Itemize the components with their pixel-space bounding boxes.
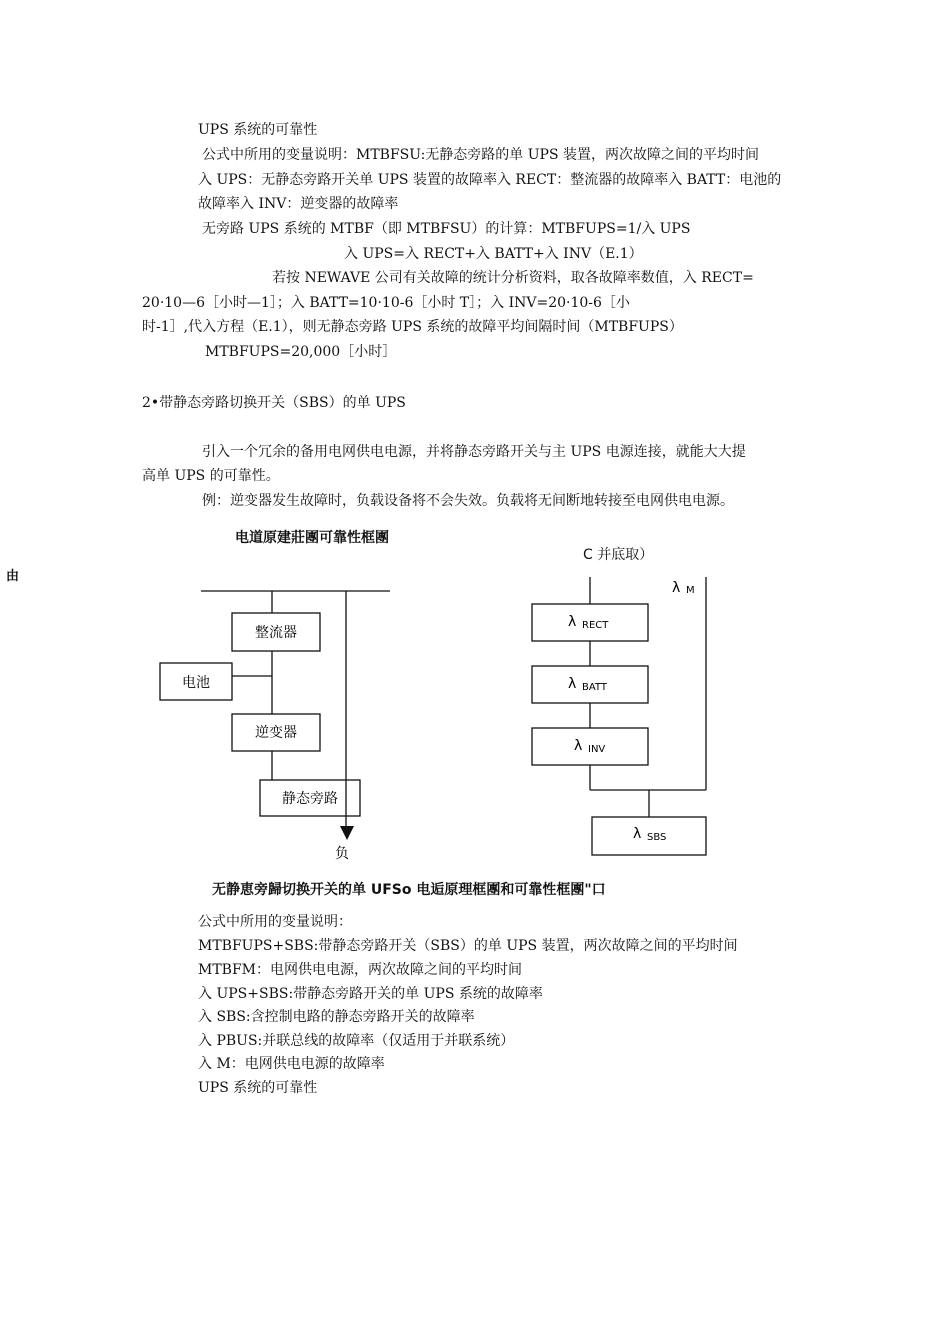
figure-caption: 无静恵旁歸切换开关的单 UFSo 电逅原理框團和可靠性框團"口 bbox=[212, 882, 606, 898]
output-arrow-icon bbox=[340, 826, 354, 840]
bottom-line-5: 入 SBS:含控制电路的静态旁路开关的故障率 bbox=[198, 1009, 475, 1025]
newave-line-3: 时-1］,代入方程（E.1），则无静态旁路 UPS 系统的故障平均间隔时间（MTBFUPS） bbox=[142, 319, 683, 335]
bottom-line-3: MTBFM：电网供电电源，两次故障之间的平均时间 bbox=[198, 962, 523, 978]
equation-e1: 入 UPS=入 RECT+入 BATT+入 INV（E.1） bbox=[344, 246, 643, 262]
mtbf-calc-line: 无旁路 UPS 系统的 MTBF（即 MTBFSU）的计算：MTBFUPS=1/入 UPS bbox=[202, 221, 691, 237]
mtbf-result: MTBFUPS=20,000［小时］ bbox=[205, 344, 397, 360]
output-label: 负 bbox=[335, 846, 349, 862]
bottom-line-4: 入 UPS+SBS:带静态旁路开关的单 UPS 系统的故障率 bbox=[198, 986, 543, 1002]
variables-line-3: 故障率入 INV：逆变器的故障率 bbox=[198, 196, 399, 212]
lambda-m-symbol: λ bbox=[672, 580, 681, 596]
lambda-rect-symbol: λ bbox=[568, 614, 577, 630]
right-diagram-title: C 并底取） bbox=[583, 547, 654, 563]
margin-mark: 由 bbox=[6, 569, 20, 584]
bottom-line-2: MTBFUPS+SBS:带静态旁路开关（SBS）的单 UPS 装置，两次故障之间的平均时间 bbox=[198, 938, 738, 954]
variables-line-2: 入 UPS：无静态旁路开关单 UPS 装置的故障率入 RECT：整流器的故障率入 BATT：电池的 bbox=[198, 172, 782, 188]
lambda-m-subscript: M bbox=[686, 585, 695, 596]
paragraph-1-line-1: 引入一个冗余的备用电网供电电源，并将静态旁路开关与主 UPS 电源连接，就能大大提 bbox=[202, 444, 746, 460]
lambda-sbs-subscript: SBS bbox=[647, 832, 667, 843]
static-bypass-label: 静态旁路 bbox=[282, 791, 338, 807]
section-2-title: 2•带静态旁路切换开关（SBS）的单 UPS bbox=[142, 395, 406, 411]
lambda-rect-subscript: RECT bbox=[582, 620, 609, 631]
lambda-batt-subscript: BATT bbox=[582, 682, 607, 693]
lambda-inv-symbol: λ bbox=[574, 738, 583, 754]
newave-line-2: 20·10—6［小时—1］；入 BATT=10·10-6［小时 T］；入 INV=20·10-6［小 bbox=[142, 295, 630, 311]
newave-line-1: 若按 NEWAVE 公司有关故障的统计分析资料，取各故障率数值，入 RECT= bbox=[272, 270, 754, 286]
section-heading: UPS 系统的可靠性 bbox=[198, 122, 318, 138]
lambda-sbs-symbol: λ bbox=[633, 826, 642, 842]
paragraph-2: 例：逆变器发生故障时，负载设备将不会失效。负载将无间断地转接至电网供电电源。 bbox=[202, 493, 734, 509]
bottom-line-7: 入 M：电网供电电源的故障率 bbox=[198, 1056, 385, 1072]
inverter-label: 逆变器 bbox=[255, 725, 297, 741]
rectifier-label: 整流器 bbox=[255, 625, 297, 641]
bottom-line-8: UPS 系统的可靠性 bbox=[198, 1080, 318, 1096]
lambda-batt-symbol: λ bbox=[568, 676, 577, 692]
bottom-line-1: 公式中所用的变量说明： bbox=[198, 914, 352, 930]
battery-label: 电池 bbox=[182, 675, 210, 691]
paragraph-1-line-2: 高单 UPS 的可靠性。 bbox=[142, 468, 280, 484]
variables-line-1: 公式中所用的变量说明：MTBFSU:无静态旁路的单 UPS 装置，两次故障之间的平均时间 bbox=[202, 147, 759, 163]
bottom-line-6: 入 PBUS:并联总线的故障率（仅适用于并联系统） bbox=[198, 1033, 515, 1049]
left-diagram-title: 电道原建莊團可靠性框團 bbox=[235, 530, 389, 546]
lambda-inv-subscript: INV bbox=[588, 744, 606, 755]
